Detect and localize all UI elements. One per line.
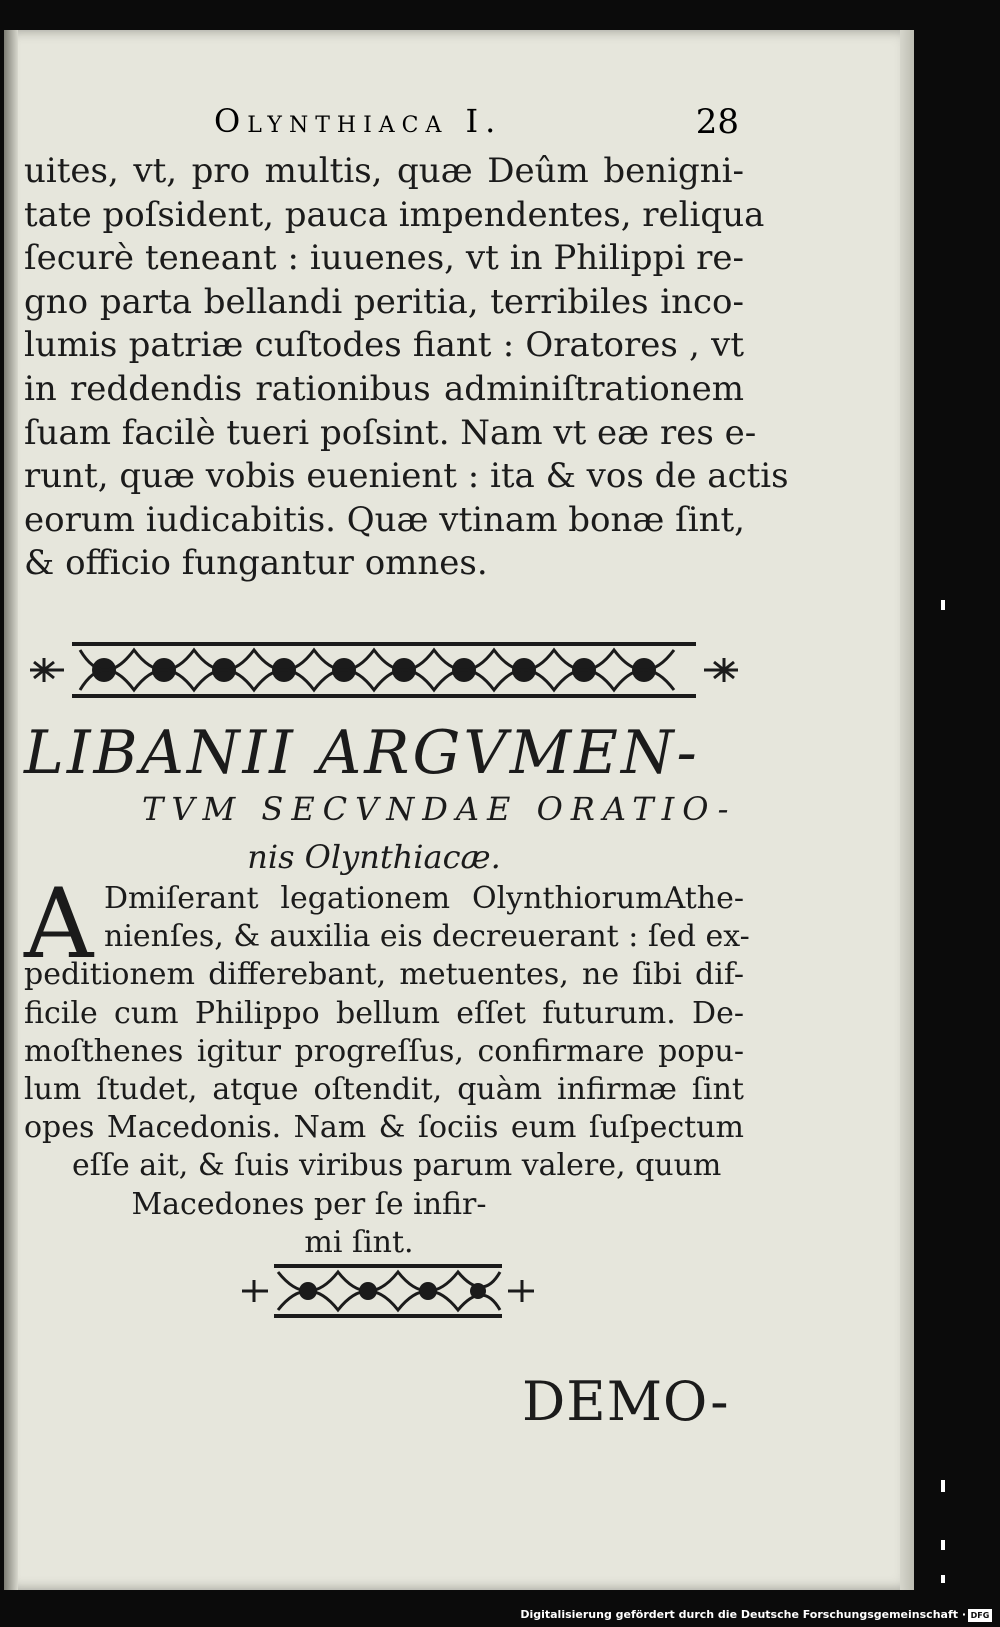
heading-line: TVM SECVNDAE ORATIO- xyxy=(142,790,737,828)
text-line: opes Macedonis. Nam & ſociis eum ſuſpectum xyxy=(24,1110,744,1146)
section-heading xyxy=(24,720,744,882)
page-number: 28 xyxy=(695,102,739,142)
text-line: in reddendis rationibus adminiſtrationem xyxy=(24,368,744,409)
text-line: moſthenes igitur progreſſus, confirmare popu- xyxy=(24,1033,744,1069)
funding-credit: Digitalisierung gefördert durch die Deutsche Forschungsgemeinschaft · xyxy=(520,1608,966,1621)
dfg-logo: DFG xyxy=(968,1609,992,1622)
argument-paragraph xyxy=(24,868,750,1262)
heading-line: LIBANII ARGVMEN- xyxy=(24,718,700,788)
text-line: mi ſint. xyxy=(304,1224,414,1260)
catchword: DEMO- xyxy=(522,1370,730,1433)
book-page xyxy=(4,30,914,1590)
scan-margin-marks xyxy=(938,0,948,1590)
text-line: & officio fungantur omnes. xyxy=(24,543,488,584)
text-line: tate poſsident, pauca impendentes, reliqua xyxy=(24,194,765,235)
text-line: uites, vt, pro multis, quæ Deûm benigni- xyxy=(24,151,744,191)
running-title: Olynthiaca I. xyxy=(214,102,503,140)
drop-cap: A xyxy=(24,868,94,980)
footer-bar xyxy=(0,1591,1000,1627)
page-edge xyxy=(900,30,914,1590)
text-line: eorum iudicabitis. Quæ vtinam bonæ ſint, xyxy=(24,499,745,540)
text-line: runt, quæ vobis euenient : ita & vos de actis xyxy=(24,456,789,497)
text-line: ſuam facilè tueri poſsint. Nam vt eæ res e- xyxy=(24,412,757,453)
text-line: ſecurè teneant : iuuenes, vt in Philippi re- xyxy=(24,238,744,279)
text-line: Macedones per ſe infir- xyxy=(131,1186,487,1222)
page-gutter-shadow xyxy=(4,30,18,1590)
text-line: nienſes, & auxilia eis decreuerant : ſed ex- xyxy=(104,919,750,955)
text-line: gno parta bellandi peritia, terribiles inco- xyxy=(24,281,744,322)
running-head xyxy=(24,102,739,150)
tailpiece-ornament-icon xyxy=(238,1256,538,1326)
text-line: eſſe ait, & ſuis viribus parum valere, quum xyxy=(72,1148,722,1184)
ornamental-band-icon xyxy=(24,630,744,710)
text-line: lum ſtudet, atque oſtendit, quàm infirmæ ſint xyxy=(24,1072,744,1108)
body-text xyxy=(24,150,789,586)
text-line: peditionem differebant, metuentes, ne ſibi dif- xyxy=(24,957,744,993)
heading-line: nis Olynthiacæ. xyxy=(247,838,501,876)
text-line: ficile cum Philippo bellum eſſet futurum. De- xyxy=(24,995,744,1031)
text-line: Dmiſerant legationem OlynthiorumAthe- xyxy=(104,881,744,916)
text-line: lumis patriæ cuſtodes fiant : Oratores , vt xyxy=(24,325,744,366)
